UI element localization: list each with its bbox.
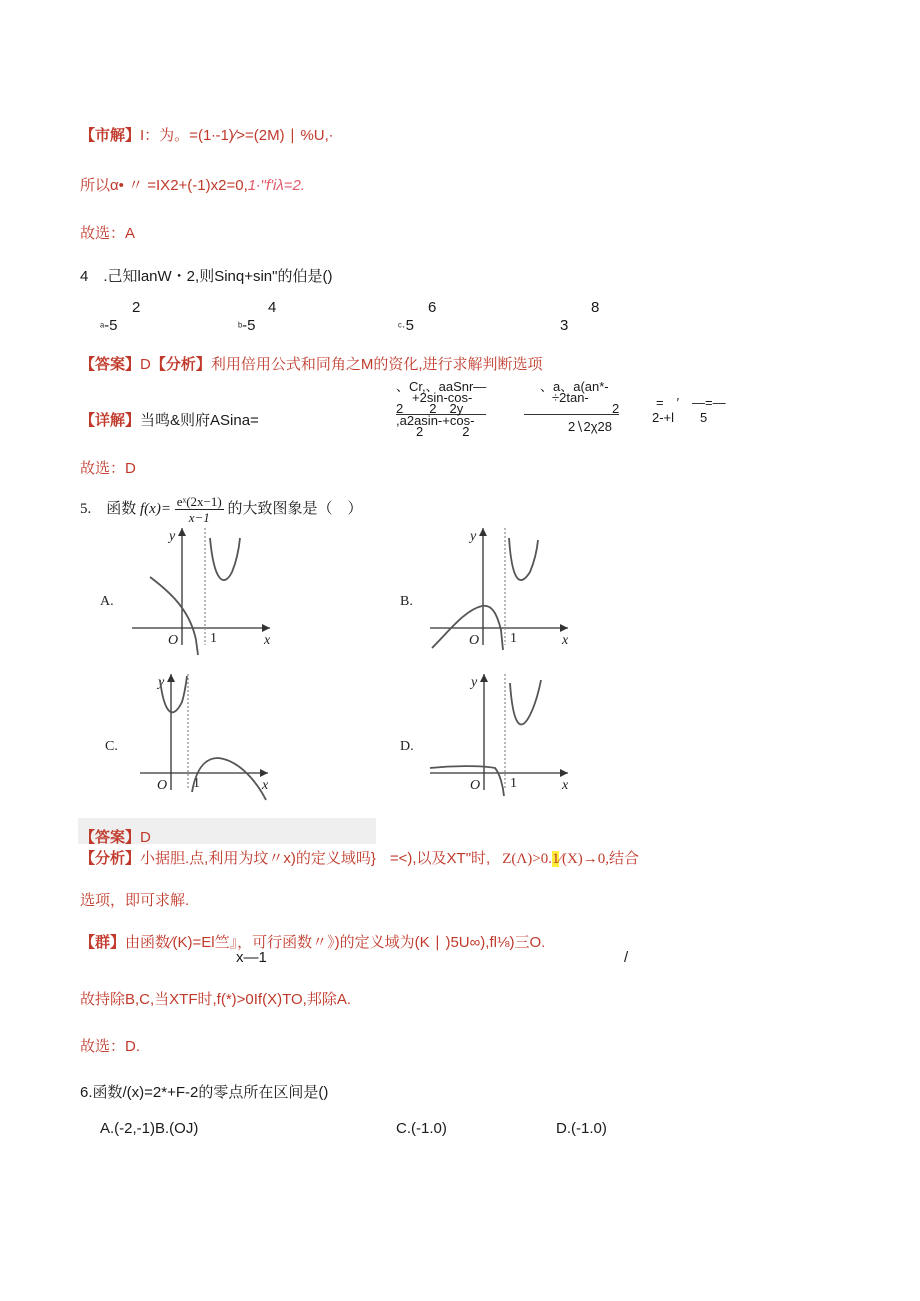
graph-c-y-label: y [158, 675, 165, 690]
detail-tag: 【详解】 [80, 412, 141, 429]
lambda-result: 1∙''f'iλ=2. [247, 177, 305, 194]
dot-product-text: 所以α• 〃 =IX2+(-1)x2=0, [80, 177, 248, 194]
graph-b-right-branch [509, 538, 538, 580]
graph-b-one: 1 [510, 631, 517, 646]
graph-a-y-arrow [178, 528, 186, 536]
fraction-2: 、a、a(an*- ÷2tan- 2 2∖2χ28 [524, 381, 619, 432]
q5-analysis-line: 【分析】小据胆.点,利用为坟〃x)的定义域吗} =<),以及XT"时, Z(Λ)>0.1∕(X)→0,结合 [80, 850, 640, 867]
q5-detail-slash: / [624, 949, 629, 966]
graph-d-one: 1 [510, 776, 517, 791]
graph-d-x-label: x [562, 778, 569, 793]
q6-options-ab: A.(-2,-1)B.(OJ) [100, 1120, 199, 1137]
graph-a-origin: O [168, 633, 179, 648]
graph-c-right-branch [192, 758, 266, 800]
graph-d-label: D. [400, 739, 414, 754]
graph-a-one: 1 [210, 631, 217, 646]
analysis-text: 利用倍用公式和同角之M的资化,进行求解判断选项 [210, 356, 543, 373]
graph-a [100, 528, 271, 648]
graph-b-label: B. [400, 594, 413, 609]
answer-choice-d: 故选：D [80, 460, 136, 477]
q4-option-b: ᵇ-5 [238, 317, 256, 334]
analysis-tag: 【分析】 [150, 356, 211, 373]
graph-b-origin: O [469, 633, 480, 648]
graph-a-y-label: y [169, 529, 176, 544]
highlight-mark: 1 [551, 851, 560, 867]
function-name: f(x)= [140, 500, 171, 517]
graph-d-left-branch [430, 766, 504, 796]
solution-tag: 【市解】 [80, 127, 141, 144]
q5-analysis-cont: 选项，即可求解. [80, 892, 190, 909]
q6-option-d: D.(-1.0) [556, 1120, 607, 1137]
q4-option-d-num: 8 [591, 299, 600, 316]
q4-option-d: 3 [560, 317, 569, 334]
question-6-stem: 6.函数/(x)=2*+F-2的零点所在区间是() [80, 1084, 329, 1101]
graph-c-one: 1 [193, 776, 200, 791]
graph-c-label: C. [105, 739, 118, 754]
graph-d-x-arrow [560, 769, 568, 777]
detail-tag-q5: 【群】 [80, 934, 126, 951]
graph-b-x-arrow [560, 624, 568, 632]
graph-d-y-arrow [480, 674, 488, 682]
graph-d-y-label: y [471, 675, 478, 690]
answer-tag: 【答案】 [80, 356, 141, 373]
q5-detail-line: 【群】由函数∕(K)=El竺』，可行函数〃》)的定义域为(K ∣ )5U∞),fl⅛)三O. [80, 934, 546, 951]
q4-option-c: ᶜ·5 [398, 317, 414, 334]
graph-c-y-arrow [167, 674, 175, 682]
graph-c-x-arrow [260, 769, 268, 777]
graph-d-right-branch [510, 680, 541, 724]
question-4-stem: 4 .己知lanW・2,则Sinq+sin"的伯是() [80, 268, 333, 285]
answer-tag-q5: 【答案】 [80, 829, 141, 846]
question-5-stem: 5. 函数 f(x)= $\frac{\text{eˣ(2x−1)}}{x-1}$ 的大致图象是（ ） [80, 494, 363, 525]
q5-exclusion-line: 故持除B,C,当XTF时,f(*)>0If(X)TO,邦除A. [80, 991, 351, 1008]
graph-c-origin: O [157, 778, 168, 793]
answer-value-q5: D [140, 829, 151, 846]
graph-a-x-arrow [262, 624, 270, 632]
q4-option-a: ᵃ-5 [100, 317, 118, 334]
graph-b-x-label: x [562, 633, 569, 648]
graph-b-y-label: y [470, 529, 477, 544]
graph-b [400, 528, 569, 648]
graph-a-x-label: x [264, 633, 271, 648]
graph-a-right-branch [210, 538, 240, 580]
function-fraction: $\frac{\text{eˣ(2x−1)}}{x-1}$ [176, 494, 222, 525]
fraction-1: 、Cr,、aaSnr— +2sin-cos- 2 2 2y ,a2asin-+cos- 2 2 [396, 379, 487, 439]
fraction-3: = ′ —=— 2-+l 5 [652, 395, 726, 425]
graph-d [400, 674, 569, 793]
solution-text: I：为。=(1∙-1)∕>=(2M) ∣ %U,∙ [140, 127, 333, 144]
graph-c [105, 674, 269, 793]
graph-a-label: A. [100, 594, 114, 609]
q4-option-b-num: 4 [268, 299, 277, 316]
analysis-tag-q5: 【分析】 [80, 850, 141, 867]
detail-text: 当鸣&则府ASina= [140, 412, 259, 429]
graph-c-x-label: x [262, 778, 269, 793]
q6-option-c: C.(-1.0) [396, 1120, 447, 1137]
graph-b-y-arrow [479, 528, 487, 536]
answer-choice-a: 故选：A [80, 225, 136, 242]
q5-answer-line [80, 826, 151, 847]
q4-option-c-num: 6 [428, 299, 437, 316]
answer-choice-d-q5: 故选：D. [80, 1038, 141, 1055]
answer-value: D [140, 356, 151, 373]
graph-d-origin: O [470, 778, 481, 793]
q4-option-a-num: 2 [132, 299, 141, 316]
q5-detail-denominator: x—1 [236, 949, 267, 966]
